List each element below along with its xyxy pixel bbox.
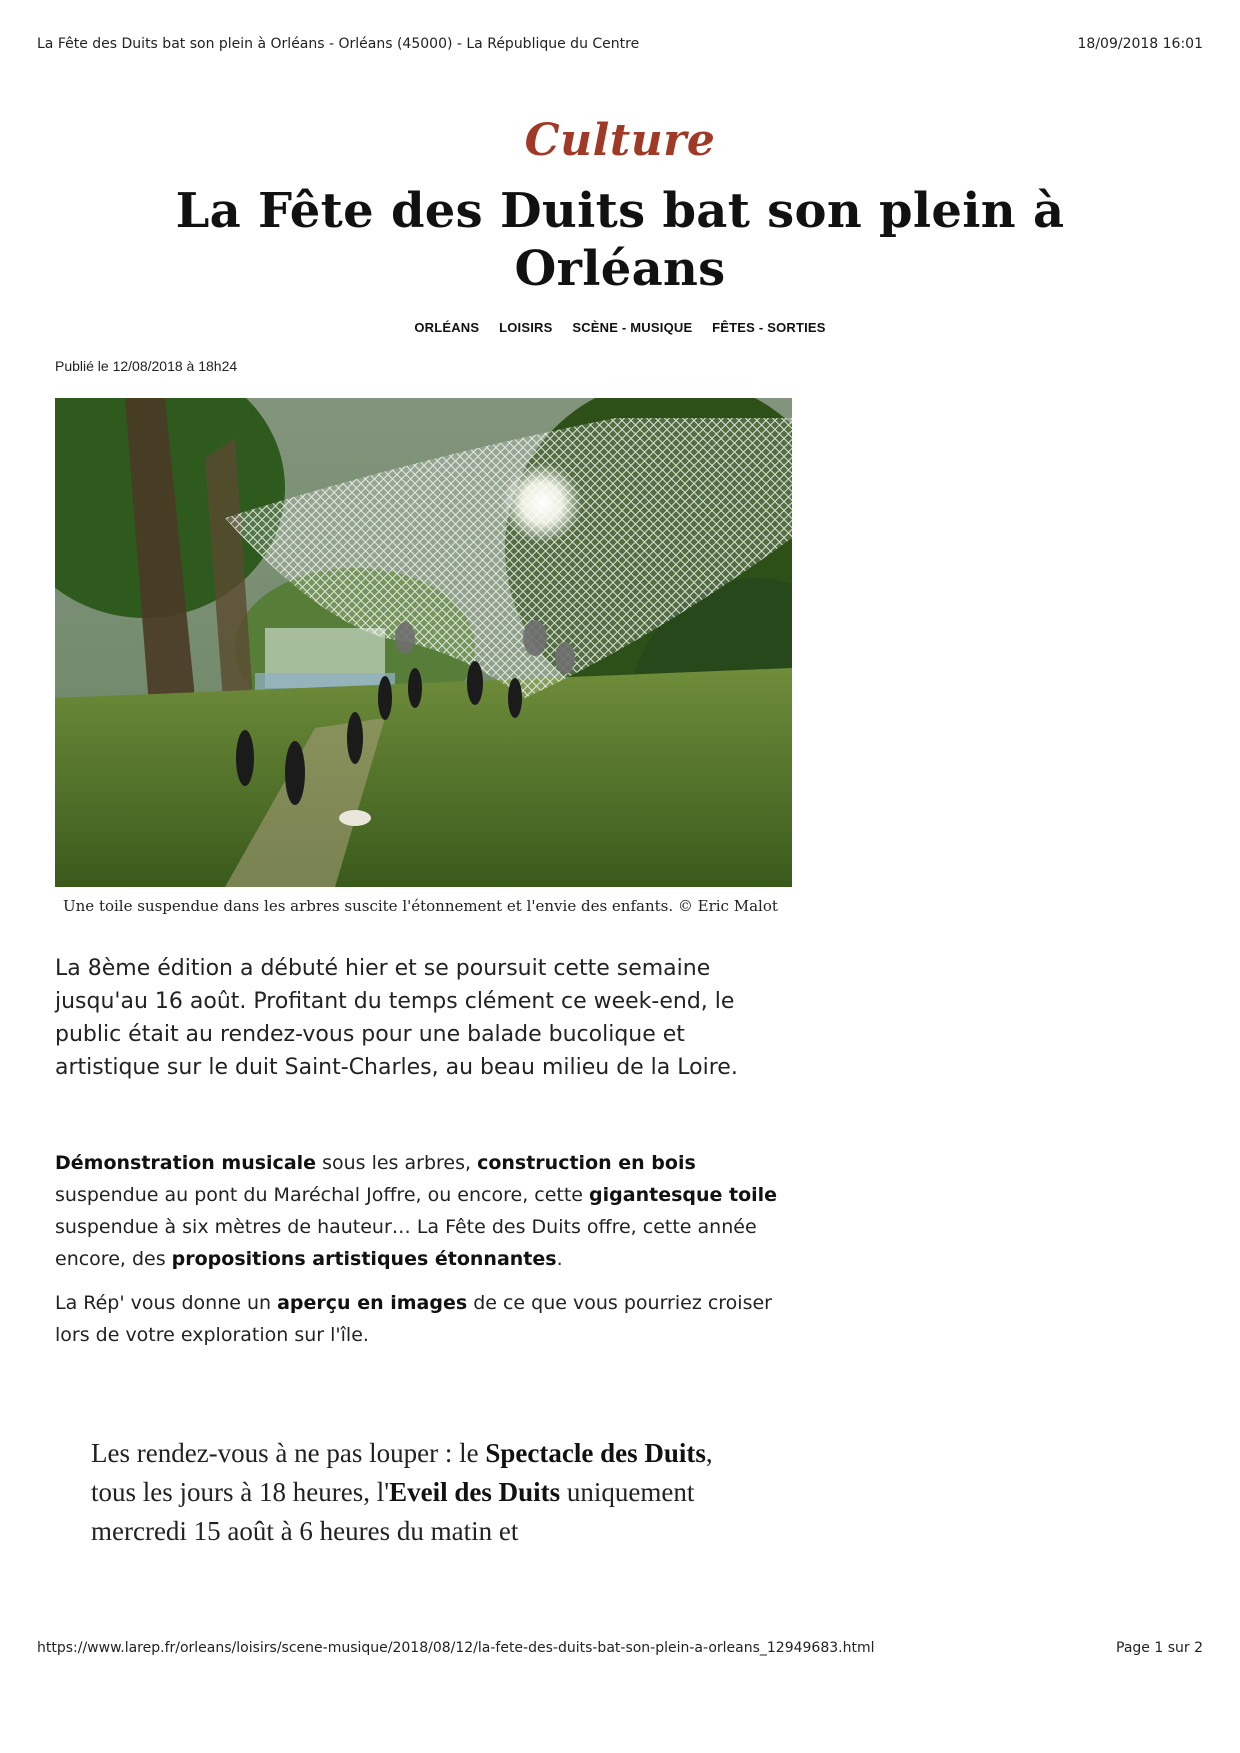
photo-caption: Une toile suspendue dans les arbres suscite l'étonnement et l'envie des enfants. © Eric Malot bbox=[63, 897, 778, 915]
paragraph-1-text-3: suspendue à six mètres de hauteur… La Fête des Duits offre, cette année encore, des bbox=[55, 1216, 757, 1270]
bold-propositions-artistiques: propositions artistiques étonnantes bbox=[171, 1248, 557, 1270]
paragraph-2-text-1: La Rép' vous donne un bbox=[55, 1292, 278, 1314]
article-photo bbox=[55, 398, 792, 887]
photo-illustration bbox=[55, 398, 792, 887]
quote-text-3: uniquement mercredi 15 août à 6 heures du matin et bbox=[91, 1477, 695, 1546]
article-lead: La 8ème édition a débuté hier et se poursuit cette semaine jusqu'au 16 août. Profitant du temps clément ce week-end, le public était au rendez-vous pour une balade bucolique et artistique sur le duit Saint-Charles, au beau milieu de la Loire. bbox=[55, 956, 738, 1080]
tag-loisirs[interactable]: LOISIRS bbox=[499, 320, 553, 335]
bold-spectacle-des-duits: Spectacle des Duits bbox=[485, 1438, 706, 1468]
highlight-quote bbox=[91, 1434, 751, 1551]
print-footer-page-number: Page 1 sur 2 bbox=[1116, 1640, 1203, 1656]
article-headline: La Fête des Duits bat son plein à Orléans bbox=[175, 183, 1065, 297]
tag-scene-musique[interactable]: SCÈNE - MUSIQUE bbox=[572, 320, 693, 335]
quote-text-1: Les rendez-vous à ne pas louper : le bbox=[91, 1438, 486, 1468]
paragraph-2 bbox=[55, 1287, 785, 1351]
quote-text-2: , tous les jours à 18 heures, l' bbox=[91, 1438, 713, 1507]
paragraph-1-text-4: . bbox=[556, 1248, 563, 1270]
bold-eveil-des-duits: Eveil des Duits bbox=[389, 1477, 561, 1507]
bold-apercu-en-images[interactable]: aperçu en images bbox=[277, 1292, 468, 1314]
paragraph-1-text-2: suspendue au pont du Maréchal Joffre, ou encore, cette bbox=[55, 1184, 590, 1206]
bold-construction-en-bois: construction en bois bbox=[477, 1152, 696, 1174]
publish-date: Publié le 12/08/2018 à 18h24 bbox=[55, 358, 238, 374]
paragraph-1-text-1: sous les arbres, bbox=[316, 1152, 478, 1174]
print-footer-url[interactable]: https://www.larep.fr/orleans/loisirs/scene-musique/2018/08/12/la-fete-des-duits-bat-son-plein-a-orleans_12949683.html bbox=[37, 1640, 875, 1656]
bold-gigantesque-toile: gigantesque toile bbox=[589, 1184, 778, 1206]
print-header-date: 18/09/2018 16:01 bbox=[1077, 36, 1203, 52]
article-tags bbox=[0, 320, 1240, 335]
print-header-title: La Fête des Duits bat son plein à Orléans - Orléans (45000) - La République du Centre bbox=[37, 36, 640, 52]
article-category[interactable]: Culture bbox=[524, 115, 716, 166]
paragraph-1 bbox=[55, 1147, 785, 1275]
paragraph-2-text-2: de ce que vous pourriez croiser lors de votre exploration sur l'île. bbox=[55, 1292, 772, 1346]
bold-demonstration-musicale: Démonstration musicale bbox=[55, 1152, 317, 1174]
tag-fetes-sorties[interactable]: FÊTES - SORTIES bbox=[712, 320, 826, 335]
tag-orleans[interactable]: ORLÉANS bbox=[414, 320, 480, 335]
